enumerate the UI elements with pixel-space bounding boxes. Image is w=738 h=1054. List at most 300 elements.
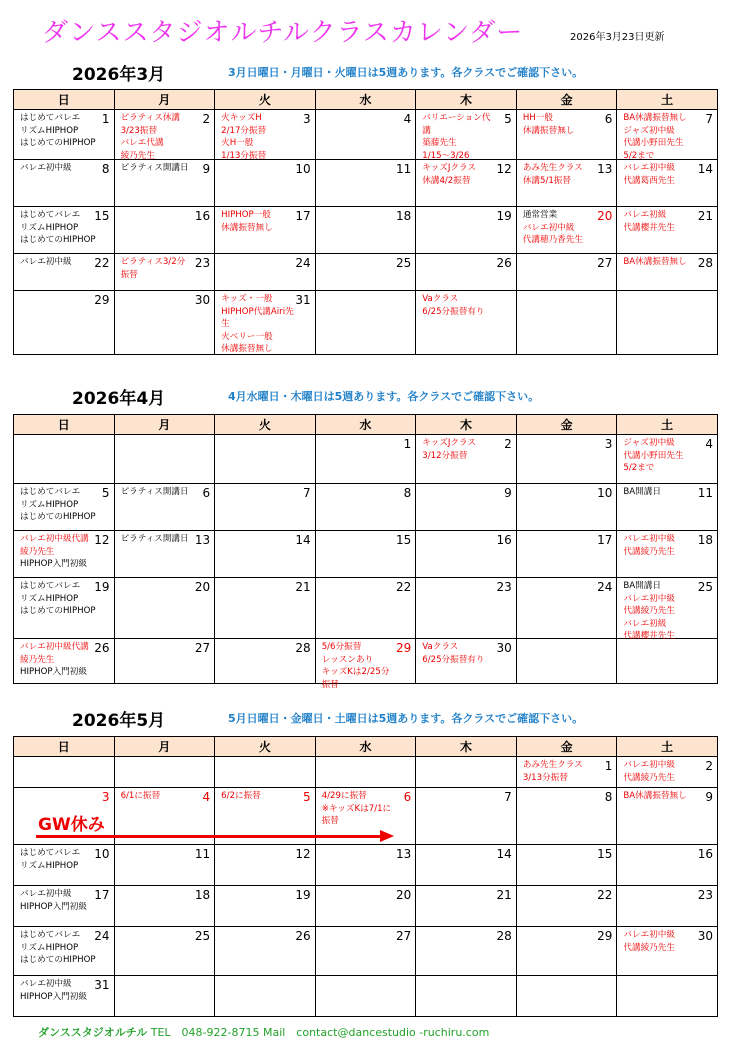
weekday-header: 日 [14, 415, 115, 435]
day-number: 20 [395, 888, 412, 902]
day-cell [617, 788, 718, 845]
day-cell [617, 484, 718, 531]
day-number: 18 [194, 888, 211, 902]
day-number: 3 [101, 790, 110, 804]
day-number: 29 [597, 929, 613, 943]
day-cell [416, 757, 517, 788]
class-note: BA開講日 [623, 487, 661, 497]
page-title: ダンススタジオルチルクラスカレンダー [42, 18, 524, 48]
day-cell [416, 886, 517, 927]
day-cell [215, 207, 316, 254]
weekday-header: 日 [14, 90, 115, 110]
class-note: 4/29に振替 [321, 791, 367, 801]
day-cell [416, 976, 517, 1017]
day-cell [315, 578, 416, 639]
weekday-header: 金 [516, 737, 617, 757]
day-number: 24 [295, 256, 311, 270]
day-cell [215, 845, 316, 886]
class-note: バレエ初中級 [20, 163, 72, 173]
day-cell [516, 110, 617, 160]
week-row [14, 484, 718, 531]
day-cell [215, 886, 316, 927]
month-heading-march: 2026年3月 [72, 65, 166, 85]
day-number: 5 [303, 790, 311, 804]
class-note: バレエ初級 [623, 618, 667, 629]
day-cell [315, 976, 416, 1017]
class-note: 2/17分振替 [221, 125, 267, 136]
day-cell [215, 639, 316, 684]
class-note: バレエ初中級 [20, 257, 72, 267]
day-number: 21 [697, 209, 713, 223]
class-note: バレエ初中級代講 [20, 642, 89, 652]
day-number: 31 [295, 293, 311, 307]
class-note: バレエ初中級代講 [20, 534, 89, 544]
class-note: リズムHIPHOP [20, 125, 79, 136]
class-note: はじめてのHIPHOP [20, 138, 96, 148]
day-cell [315, 291, 416, 355]
day-cell [114, 484, 215, 531]
day-cell [516, 435, 617, 484]
day-number: 18 [697, 533, 713, 547]
day-number: 22 [395, 580, 412, 594]
day-cell [617, 531, 718, 578]
day-number: 27 [194, 641, 211, 655]
day-number: 18 [395, 209, 412, 223]
day-cell [14, 976, 115, 1017]
day-cell [114, 110, 215, 160]
day-cell [516, 845, 617, 886]
class-note: HIPHOP入門初級 [20, 991, 87, 1002]
class-note: Vaクラス [422, 642, 459, 652]
class-note: リズムHIPHOP [20, 593, 79, 604]
day-cell [617, 110, 718, 160]
day-number: 12 [295, 847, 311, 861]
day-cell [315, 927, 416, 976]
weekday-header: 火 [215, 737, 316, 757]
class-note: Vaクラス [422, 294, 459, 304]
day-cell [617, 927, 718, 976]
day-cell [617, 757, 718, 788]
day-cell [516, 291, 617, 355]
class-note: 火ベリー一般 [221, 331, 273, 342]
class-note: 火H一般 [221, 138, 254, 148]
day-cell [416, 639, 517, 684]
footer-contact [38, 1024, 489, 1040]
day-number: 22 [94, 256, 110, 270]
day-number: 2 [504, 437, 512, 451]
day-cell [416, 531, 517, 578]
day-number: 17 [295, 209, 311, 223]
day-number: 30 [194, 293, 211, 307]
day-number: 7 [705, 112, 713, 126]
class-note: ジャズ初中級 [623, 438, 675, 448]
footer-mail: Mail contact@dancestudio -ruchiru.com [262, 1026, 490, 1039]
day-cell [617, 207, 718, 254]
class-note: 休講振替無し [221, 222, 273, 233]
day-number: 9 [504, 486, 512, 500]
day-cell [14, 639, 115, 684]
class-note: HIPHOP入門初級 [20, 901, 87, 912]
class-note: バレエ代講 [120, 138, 164, 148]
day-cell [114, 435, 215, 484]
day-number: 10 [295, 162, 311, 176]
day-number: 1 [101, 112, 110, 126]
class-note: バレエ初中級 [20, 889, 72, 899]
week-row [14, 435, 718, 484]
day-cell [215, 435, 316, 484]
day-cell [516, 639, 617, 684]
day-cell [315, 110, 416, 160]
day-cell [416, 845, 517, 886]
day-cell [14, 927, 115, 976]
class-note: キッズJクラス [422, 163, 476, 173]
weekday-header: 火 [215, 415, 316, 435]
day-cell [14, 484, 115, 531]
class-note: 休講4/2振替 [422, 175, 471, 186]
day-number: 25 [697, 580, 713, 594]
day-cell [114, 207, 215, 254]
day-cell [114, 845, 215, 886]
day-number: 15 [94, 209, 110, 223]
day-number: 17 [597, 533, 613, 547]
day-cell [516, 976, 617, 1017]
class-note: 5/2まで [623, 150, 655, 161]
class-note: 代講綾乃先生 [623, 546, 675, 557]
day-cell [114, 757, 215, 788]
day-cell [617, 160, 718, 207]
day-cell [114, 254, 215, 291]
day-cell [215, 531, 316, 578]
class-note: BA休講振替無し [623, 791, 687, 801]
day-number: 15 [395, 533, 412, 547]
class-note: 振替 [321, 816, 339, 826]
day-number: 13 [597, 162, 613, 176]
day-number: 4 [705, 437, 713, 451]
day-number: 20 [194, 580, 211, 594]
class-note: HIPHOP一般 [221, 210, 271, 220]
class-note: リズムHIPHOP [20, 499, 79, 510]
class-note: バレエ初中級 [623, 534, 675, 544]
day-number: 22 [597, 888, 613, 902]
day-cell [315, 207, 416, 254]
day-number: 6 [403, 790, 412, 804]
class-note: ピラティス開講日 [120, 534, 189, 544]
class-note: 代講小野田先生 [623, 138, 684, 148]
class-note: 代講櫻井先生 [623, 631, 675, 641]
class-note: ピラティス開講日 [120, 487, 189, 497]
day-cell [416, 207, 517, 254]
class-note: バレエ初中級 [623, 760, 675, 770]
class-note: 3/12分振替 [422, 450, 468, 461]
class-note: ピラティス開講日 [120, 163, 189, 173]
day-number: 3 [303, 112, 311, 126]
day-number: 26 [94, 641, 110, 655]
day-number: 15 [597, 847, 613, 861]
class-note: HIPHOP入門初級 [20, 559, 87, 569]
day-cell [416, 578, 517, 639]
day-cell [114, 531, 215, 578]
day-cell [516, 757, 617, 788]
day-cell [215, 110, 316, 160]
day-cell [215, 484, 316, 531]
weekday-header: 木 [416, 737, 517, 757]
class-note: 3/13分振替 [522, 772, 568, 783]
day-cell [114, 886, 215, 927]
updated-date: 2026年3月23日更新 [570, 32, 665, 43]
day-cell [416, 435, 517, 484]
day-cell [416, 788, 517, 845]
day-number: 6 [202, 486, 211, 500]
day-number: 21 [496, 888, 512, 902]
day-number: 24 [94, 929, 110, 943]
class-note: ※キッズKは7/1に [321, 803, 392, 814]
day-cell [416, 927, 517, 976]
day-cell [617, 578, 718, 639]
class-note: 代講綾乃先生 [623, 942, 675, 953]
day-cell [14, 531, 115, 578]
weekday-header: 木 [416, 90, 517, 110]
day-cell [14, 886, 115, 927]
week-row [14, 886, 718, 927]
week-row [14, 254, 718, 291]
footer-studio-name: ダンススタジオルチル [38, 1026, 148, 1039]
day-number: 10 [597, 486, 613, 500]
class-note: はじめてのHIPHOP [20, 606, 96, 616]
day-cell [617, 886, 718, 927]
calendar-april [13, 414, 718, 690]
day-cell [315, 160, 416, 207]
class-note: はじめてバレエ [20, 930, 81, 940]
class-note: 代講葛西先生 [623, 175, 675, 186]
calendar-may [13, 736, 718, 1017]
day-cell [14, 578, 115, 639]
day-number: 11 [697, 486, 713, 500]
class-note: バレエ初中級 [623, 163, 675, 173]
month-heading-april: 2026年4月 [72, 389, 166, 409]
class-note: キッズKは2/25分振替 [321, 667, 390, 690]
class-note: HH一般 [522, 113, 553, 123]
weekday-header-row [14, 90, 718, 110]
day-number: 2 [705, 759, 713, 773]
day-cell [114, 976, 215, 1017]
day-number: 28 [697, 256, 713, 270]
day-number: 28 [295, 641, 311, 655]
class-note: 6/2に振替 [221, 791, 261, 801]
day-cell [516, 927, 617, 976]
weekday-header: 火 [215, 90, 316, 110]
class-note: ピラティス3/2分 [120, 257, 186, 267]
day-number: 14 [295, 533, 311, 547]
gw-holiday-label: GW休み [38, 815, 105, 835]
weekday-header: 水 [315, 737, 416, 757]
day-number: 8 [101, 162, 110, 176]
weekday-header: 日 [14, 737, 115, 757]
class-note: バレエ初中級 [522, 222, 575, 233]
day-number: 1 [604, 759, 613, 773]
day-cell [516, 788, 617, 845]
day-number: 10 [94, 847, 110, 861]
class-note: あみ先生クラス [522, 163, 583, 173]
class-note: 綾乃先生 [20, 654, 55, 665]
day-number: 7 [504, 790, 512, 804]
class-note: はじめてのHIPHOP [20, 235, 96, 245]
day-number: 12 [496, 162, 512, 176]
class-note: HIPHOP入門初級 [20, 667, 87, 677]
class-note: リズムHIPHOP [20, 222, 79, 233]
weekday-header: 金 [516, 90, 617, 110]
weekday-header: 月 [114, 737, 215, 757]
class-note: 代講穂乃香先生 [522, 235, 583, 245]
day-cell [215, 757, 316, 788]
day-cell [315, 757, 416, 788]
day-cell [14, 435, 115, 484]
gw-holiday-arrow-head [380, 830, 394, 842]
class-note: 休講振替無し [522, 125, 575, 136]
day-number: 19 [295, 888, 311, 902]
month-note-march: 3月日曜日・月曜日・火曜日は5週あります。各クラスでご確認下さい。 [228, 66, 584, 79]
day-number: 30 [496, 641, 512, 655]
day-cell [516, 531, 617, 578]
day-number: 9 [705, 790, 713, 804]
class-note: 代講綾乃先生 [623, 772, 675, 783]
day-cell [14, 207, 115, 254]
day-cell [315, 531, 416, 578]
day-cell [617, 845, 718, 886]
class-note: 火キッズH [221, 113, 262, 123]
weekday-header: 水 [315, 415, 416, 435]
class-note: 3/23振替 [120, 125, 158, 136]
day-number: 2 [202, 112, 211, 126]
day-number: 24 [597, 580, 613, 594]
class-note: BA休講振替無し [623, 113, 687, 123]
class-note: ピラティス休講 [120, 113, 181, 123]
class-note: 振替 [120, 269, 138, 280]
day-number: 21 [295, 580, 311, 594]
day-number: 5 [504, 112, 512, 126]
day-number: 6 [604, 112, 613, 126]
day-number: 25 [194, 929, 211, 943]
day-number: 12 [94, 533, 110, 547]
day-cell [14, 845, 115, 886]
day-cell [516, 886, 617, 927]
day-cell [114, 639, 215, 684]
class-note: はじめてのHIPHOP [20, 955, 96, 965]
day-cell [315, 435, 416, 484]
month-heading-may: 2026年5月 [72, 711, 166, 731]
day-number: 5 [101, 486, 110, 500]
class-note: 6/25分振替有り [422, 654, 485, 665]
class-note: HIPHOP代講Airi先生 [221, 306, 294, 329]
day-number: 8 [604, 790, 613, 804]
gw-holiday-arrow [36, 835, 382, 838]
day-cell [617, 435, 718, 484]
class-note: 6/1に振替 [120, 791, 161, 801]
day-number: 4 [403, 112, 412, 126]
class-note: あみ先生クラス [522, 760, 583, 770]
class-note: 通常営業 [522, 210, 558, 220]
month-note-may: 5月日曜日・金曜日・土曜日は5週あります。各クラスでご確認下さい。 [228, 712, 584, 725]
day-number: 19 [496, 209, 512, 223]
day-cell [315, 484, 416, 531]
class-note: BA休講振替無し [623, 257, 687, 267]
class-note: はじめてバレエ [20, 848, 81, 858]
week-row [14, 207, 718, 254]
week-row [14, 291, 718, 355]
week-row [14, 845, 718, 886]
week-row [14, 927, 718, 976]
day-number: 28 [496, 929, 512, 943]
day-number: 19 [94, 580, 110, 594]
day-number: 23 [194, 256, 211, 270]
class-note: 5/6分振替 [321, 642, 362, 652]
week-row [14, 976, 718, 1017]
day-number: 23 [496, 580, 512, 594]
day-number: 30 [697, 929, 713, 943]
day-cell [14, 757, 115, 788]
class-note: レッスンあり [321, 654, 374, 665]
week-row [14, 531, 718, 578]
class-note: 代講櫻井先生 [623, 222, 675, 233]
class-note: はじめてバレエ [20, 210, 81, 220]
day-number: 20 [597, 209, 613, 223]
day-cell [617, 976, 718, 1017]
day-cell [516, 160, 617, 207]
class-note: 綾乃先生 [120, 150, 155, 161]
day-number: 25 [395, 256, 412, 270]
class-note: 6/25分振替有り [422, 306, 485, 317]
weekday-header: 土 [617, 737, 718, 757]
weekday-header: 土 [617, 90, 718, 110]
day-cell [114, 578, 215, 639]
class-note: はじめてのHIPHOP [20, 512, 96, 522]
class-note: バレエ初級 [623, 210, 667, 220]
day-cell [114, 927, 215, 976]
day-cell [416, 254, 517, 291]
day-number: 17 [94, 888, 110, 902]
day-cell [416, 110, 517, 160]
day-cell [416, 160, 517, 207]
day-cell [416, 291, 517, 355]
day-number: 29 [94, 293, 110, 307]
class-note: 代講小野田先生 [623, 450, 684, 461]
day-number: 14 [697, 162, 713, 176]
class-note: 1/15～3/26 [422, 150, 470, 161]
class-note: リズムHIPHOP [20, 942, 79, 953]
weekday-header: 木 [416, 415, 517, 435]
class-note: はじめてバレエ [20, 581, 81, 591]
calendar-march [13, 89, 718, 355]
day-cell [14, 291, 115, 355]
day-cell [215, 160, 316, 207]
class-note: バレエ初中級 [623, 593, 675, 604]
day-cell [14, 110, 115, 160]
class-note: 代講綾乃先生 [623, 606, 675, 616]
day-number: 26 [496, 256, 512, 270]
day-cell [516, 254, 617, 291]
class-note: バリエーション代講 [422, 113, 491, 136]
weekday-header: 金 [516, 415, 617, 435]
day-number: 14 [496, 847, 512, 861]
week-row [14, 757, 718, 788]
weekday-header: 土 [617, 415, 718, 435]
class-note: キッズJクラス [422, 438, 476, 448]
footer-tel: TEL 048-922-8715 [150, 1026, 260, 1039]
day-cell [315, 639, 416, 690]
class-note: ジャズ初中級 [623, 125, 675, 136]
day-cell [516, 484, 617, 531]
class-note: 1/13分振替 [221, 150, 267, 161]
day-cell [215, 927, 316, 976]
